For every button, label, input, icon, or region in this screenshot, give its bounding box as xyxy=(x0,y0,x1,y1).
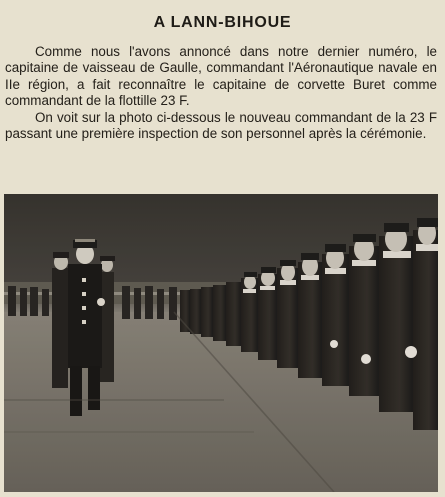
paragraph-1: Comme nous l'avons annoncé dans notre dernier numéro, le capitaine de vaisseau de Gaulle, commandant l'Aéronautique navale en IIe région, a fait reconnaître le capitaine de corvette Buret comme commandant de la flottille 23 F. xyxy=(5,44,437,109)
photo-image xyxy=(4,194,438,492)
article-title: A LANN-BIHOUE xyxy=(153,14,292,31)
paragraph-2: On voit sur la photo ci-dessous le nouveau commandant de la 23 F passant une première inspection de son personnel après la cérémonie. xyxy=(5,109,437,142)
article-body xyxy=(5,44,437,142)
inspection-photo xyxy=(4,194,438,492)
